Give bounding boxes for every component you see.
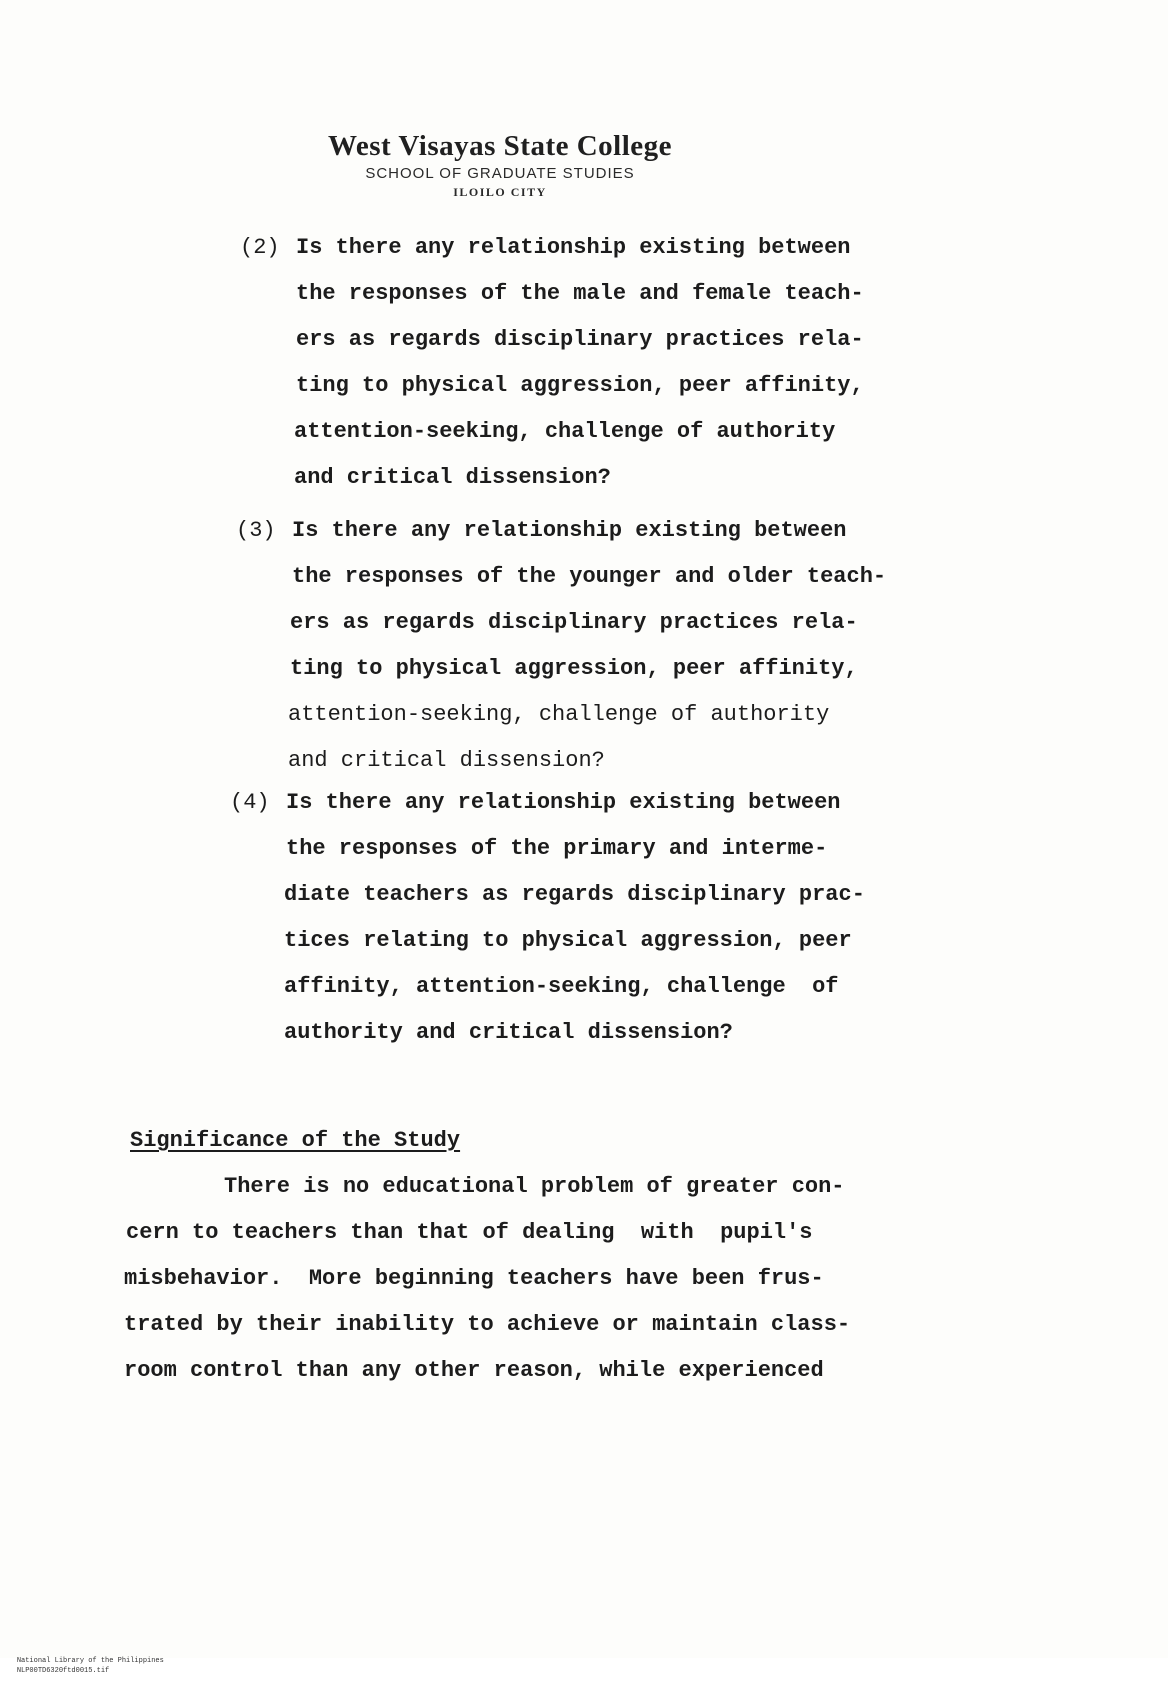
question-4 [230, 780, 950, 1060]
file-label: NLP00TD6320ftd0015.tif [16, 1667, 110, 1675]
question-line: affinity, attention-seeking, challenge of [284, 974, 839, 999]
paragraph-line: room control than any other reason, while experienced [124, 1358, 824, 1383]
question-line: and critical dissension? [288, 748, 605, 773]
question-line: ers as regards disciplinary practices rela- [296, 327, 864, 352]
question-line: ting to physical aggression, peer affinity, [290, 656, 858, 681]
letterhead [300, 130, 700, 200]
paragraph-line: misbehavior. More beginning teachers have been frus- [124, 1266, 824, 1291]
question-number: (3) [236, 518, 276, 543]
question-line: ers as regards disciplinary practices rela- [290, 610, 858, 635]
question-number: (2) [240, 235, 280, 260]
section-heading: Significance of the Study [130, 1128, 461, 1153]
city-name: ILOILO CITY [453, 185, 547, 199]
question-line: authority and critical dissension? [284, 1020, 733, 1045]
question-line: and critical dissension? [294, 465, 611, 490]
question-line: ting to physical aggression, peer affinity, [296, 373, 864, 398]
question-line: the responses of the male and female teach- [296, 281, 864, 306]
question-line: Is there any relationship existing between [296, 235, 851, 260]
question-line: attention-seeking, challenge of authority [294, 419, 836, 444]
question-line: attention-seeking, challenge of authority [288, 702, 830, 727]
question-line: the responses of the primary and interme- [286, 836, 828, 861]
library-label: National Library of the Philippines [16, 1657, 164, 1665]
institution-name: West Visayas State College [327, 130, 673, 162]
question-line: Is there any relationship existing between [292, 518, 847, 543]
question-2 [240, 225, 940, 505]
question-line: Is there any relationship existing between [286, 790, 841, 815]
question-line: diate teachers as regards disciplinary prac- [284, 882, 865, 907]
question-line: tices relating to physical aggression, peer [284, 928, 852, 953]
paragraph-line: There is no educational problem of greater con- [224, 1174, 845, 1199]
question-line: the responses of the younger and older teach- [292, 564, 887, 589]
question-3 [236, 508, 956, 788]
paragraph-line: cern to teachers than that of dealing with pupil's [126, 1220, 813, 1245]
school-name: SCHOOL OF GRADUATE STUDIES [365, 165, 635, 182]
question-number: (4) [230, 790, 270, 815]
paragraph-line: trated by their inability to achieve or maintain class- [124, 1312, 851, 1337]
scan-footer [0, 1646, 188, 1686]
